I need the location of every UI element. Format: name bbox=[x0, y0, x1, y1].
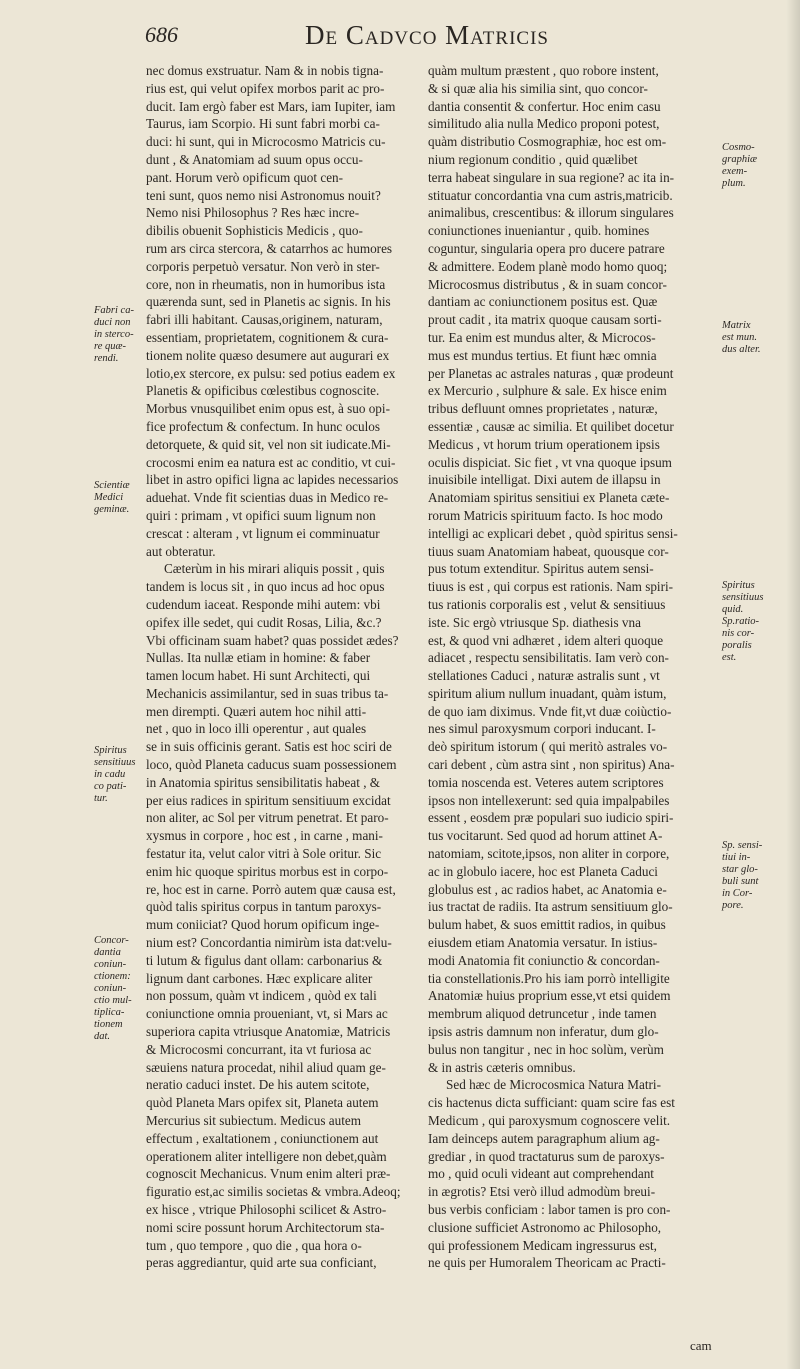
text-line: Medicum , qui paroxysmum cognoscere velit. bbox=[428, 1113, 671, 1129]
margin-note-line: ctionem: bbox=[94, 971, 131, 982]
text-line: dantiam ac coniunctionem positus est. Quæ bbox=[428, 294, 658, 310]
text-line: adiacet , respectu sensibilitatis. Iam verò con- bbox=[428, 650, 669, 666]
text-line: Anatomiæ huius proprium esse,vt etsi quidem bbox=[428, 988, 671, 1004]
text-line: bus verbis conficiam : labor tamen is pro con- bbox=[428, 1202, 671, 1217]
margin-note-line: Fabri ca- bbox=[94, 305, 134, 316]
margin-note-line: est mun. bbox=[722, 332, 757, 343]
text-line: ti lutum & figulus dant ollam: carbonarius & bbox=[146, 952, 383, 968]
text-line: tus rationis corporalis est , velut & sensitiuus bbox=[428, 596, 666, 612]
text-line: Anatomiam spiritus sensitiui ex Planeta cæte- bbox=[428, 490, 670, 506]
text-line: grediar , in quod tractaturus sum de paroxys- bbox=[428, 1148, 665, 1164]
margin-note-right-2 bbox=[722, 320, 792, 356]
text-column-right bbox=[428, 62, 711, 1352]
text-line: tum , quo tempore , quo die , qua hora o- bbox=[146, 1237, 362, 1253]
text-line: natomiam, scitote,ipsos, non aliter in corpore, bbox=[428, 846, 670, 862]
text-line: Vbi officinam suam habet? quas possidet ædes? bbox=[146, 632, 399, 648]
text-line: quàm distributio Cosmographiæ, hoc est om- bbox=[428, 134, 667, 150]
margin-note-line: exem- bbox=[722, 166, 748, 177]
text-line: stellationes Caduci , naturæ astralis sunt , vt bbox=[428, 668, 660, 684]
margin-note-line: re quæ- bbox=[94, 341, 126, 352]
text-line: tomia noscenda est. Veteres autem scriptores bbox=[428, 774, 664, 790]
text-line: detorquete, & quid sit, vel non sit iudicate.Mi- bbox=[146, 436, 391, 452]
text-line: Nemo nisi Philosophus ? Res hæc incre- bbox=[146, 205, 360, 221]
margin-note-line: Matrix bbox=[722, 320, 751, 331]
page-header bbox=[145, 20, 765, 60]
margin-note-line: dat. bbox=[94, 1031, 111, 1042]
text-line: clusione sufficiet Astronomo ac Philosopho, bbox=[428, 1219, 662, 1235]
text-line: bulus non tangitur , nec in hoc solùm, verùm bbox=[428, 1041, 664, 1057]
text-line: neratio caduci instet. De his autem scitote, bbox=[146, 1077, 370, 1093]
margin-note-line: co pati- bbox=[94, 781, 127, 792]
margin-note-line: in cadu bbox=[94, 769, 126, 780]
text-line: fice profectum & confectum. In hunc oculos bbox=[146, 418, 380, 434]
text-line: pus totum extenditur. Spiritus autem sensi- bbox=[428, 561, 654, 577]
text-line: tribus defluunt omnes proprietates , naturæ, bbox=[428, 401, 658, 417]
text-line: loco, quòd Planeta caducus suam possessionem bbox=[146, 757, 397, 773]
margin-note-right-4 bbox=[722, 840, 792, 912]
margin-note-line: nis cor- bbox=[722, 628, 755, 639]
margin-note-line: buli sunt bbox=[722, 876, 759, 887]
text-line: Microcosmus distributus , & in suam concor- bbox=[428, 276, 667, 292]
margin-note-line: est. bbox=[722, 652, 737, 663]
text-line: ipsos non intellexerunt: sed quia impalpabiles bbox=[428, 792, 670, 808]
text-line: cari debent , cùm astra sint , non spiritus) Ana- bbox=[428, 757, 675, 773]
text-line: & admittere. Eodem planè modo homo quoq; bbox=[428, 258, 668, 274]
text-line: Nullas. Ita nullæ etiam in homine: & faber bbox=[146, 650, 371, 666]
margin-note-line: Cosmo- bbox=[722, 142, 755, 153]
text-line: quòd talis spiritus corpus in tantum paroxys- bbox=[146, 899, 382, 915]
text-line: intelligi ac explicari debet , quòd spiritus sensi- bbox=[428, 525, 678, 541]
text-line: ius tractat de radiis. Ita astrum sensitiuum glo- bbox=[428, 899, 673, 915]
text-line: ipsis astris damnum non inferatur, dum glo- bbox=[428, 1024, 659, 1040]
text-line: rorum Matricis spirituum facto. Is hoc modo bbox=[428, 507, 663, 523]
text-line: ducit. Iam ergò faber est Mars, iam Iupiter, iam bbox=[146, 98, 396, 114]
text-line: superiora capita vtriusque Anatomiæ, Matricis bbox=[146, 1024, 391, 1040]
page-gutter-shadow bbox=[786, 0, 800, 1369]
text-line: oculis dispiciat. Sic fiet , vt vna quoque ipsum bbox=[428, 454, 672, 470]
text-line: eiusdem etiam Anatomia versatur. In istius- bbox=[428, 935, 658, 951]
text-line: per Planetas ac astrales naturas , quæ prodeunt bbox=[428, 365, 674, 381]
text-line: men dirempti. Quæri autem hoc nihil atti- bbox=[146, 703, 367, 719]
text-line: opifex ille sedet, qui cudit Rosas, Lilia, &c.? bbox=[146, 614, 382, 630]
text-line: dunt , & Anatomiam ad suum opus occu- bbox=[146, 151, 363, 167]
text-line: mum coniiciat? Quod horum opificum inge- bbox=[146, 917, 380, 933]
text-line: Morbus vnusquilibet enim opus est, à suo opi- bbox=[146, 401, 390, 417]
margin-note-line: tionem bbox=[94, 1019, 123, 1030]
text-line: duci: hi sunt, qui in Microcosmo Matricis cu- bbox=[146, 134, 386, 150]
text-line: tiuus is est , qui corpus est rationis. Nam spiri- bbox=[428, 579, 674, 595]
text-line: crocosmi enim ea natura est ac conditio, vt cui- bbox=[146, 454, 396, 470]
text-line: fabri illi habitant. Causas,originem, naturam, bbox=[146, 312, 383, 328]
text-line: core, non in rheumatis, non in humoribus ista bbox=[146, 276, 386, 292]
text-line: tus vocitarunt. Sed quod ad horum attinet A- bbox=[428, 828, 663, 844]
text-line: Taurus, iam Scorpio. Hi sunt fabri morbi ca- bbox=[146, 116, 380, 132]
text-line: iste. Sic ergò vtriusque Sp. diathesis vna bbox=[428, 614, 641, 630]
text-line: inuisibile intelligat. Dixi autem de illapsu in bbox=[428, 472, 661, 488]
text-line: nium regionum conditio , quid quælibet bbox=[428, 151, 638, 167]
margin-note-line: quid. bbox=[722, 604, 744, 615]
text-line: similitudo alia nulla Medico proponi potest, bbox=[428, 116, 660, 132]
text-line: operationem aliter intelligere non debet,quàm bbox=[146, 1148, 387, 1164]
text-line: Cæterùm in his mirari aliquis possit , quis bbox=[164, 561, 385, 577]
text-line: dibilis obuenit Sophisticis Medicis , quo- bbox=[146, 223, 363, 239]
margin-note-left-1 bbox=[94, 305, 144, 365]
text-line: ex Mercurio , sulphure & sale. Ex hisce enim bbox=[428, 383, 667, 399]
text-line: Mechanicis assimilantur, sed in suas tribus ta- bbox=[146, 685, 389, 701]
text-line: cis hactenus dicta sufficiant: quam scire fas est bbox=[428, 1095, 675, 1111]
margin-note-line: Spiritus bbox=[94, 745, 127, 756]
text-line: effectum , exaltationem , coniunctionem aut bbox=[146, 1130, 379, 1146]
text-line: per eius radices in spiritum sensitiuum excidat bbox=[146, 792, 391, 808]
margin-note-line: plum. bbox=[722, 178, 746, 189]
text-line: mus est mundus tertius. Et fiunt hæc omnia bbox=[428, 347, 657, 363]
text-line: quærenda sunt, sed in Planetis ac signis. In his bbox=[146, 294, 391, 310]
text-line: Planetis & opificibus cœlestibus cognoscite. bbox=[146, 383, 380, 399]
text-line: non aliter, ac Sol per vitrum penetrat. Et paro- bbox=[146, 810, 389, 826]
text-line: tiuus suam Anatomiam habeat, quousque cor- bbox=[428, 543, 669, 559]
text-line: globulus est , ac radios habet, ac Anatomia e- bbox=[428, 881, 667, 897]
text-line: essentiæ , causæ ac similia. Et quilibet docetur bbox=[428, 418, 674, 434]
margin-note-line: pore. bbox=[722, 900, 744, 911]
text-line: crescat : alteram , vt lignum ei comminuatur bbox=[146, 525, 380, 541]
margin-note-line: coniun- bbox=[94, 983, 127, 994]
text-line: nes simul paroxysmum corpori inducant. I- bbox=[428, 721, 656, 737]
text-line: bulum habet, & suos emittit radios, in quibus bbox=[428, 917, 666, 933]
margin-note-right-1 bbox=[722, 142, 792, 190]
text-line: teni sunt, quos nemo nisi Astronomus nouit? bbox=[146, 187, 381, 203]
text-line: & in astris cæteris omnibus. bbox=[428, 1059, 576, 1075]
margin-note-line: rendi. bbox=[94, 353, 119, 364]
text-line: net , quo in loco illi operentur , aut quales bbox=[146, 721, 367, 737]
text-line: nium est? Concordantia nimirùm ista dat:velu- bbox=[146, 935, 392, 951]
margin-note-line: Medici bbox=[94, 492, 124, 503]
margin-note-line: Spiritus bbox=[722, 580, 755, 591]
margin-note-line: duci non bbox=[94, 317, 131, 328]
margin-note-left-2 bbox=[94, 480, 144, 516]
margin-note-line: tur. bbox=[94, 793, 108, 804]
margin-note-line: in sterco- bbox=[94, 329, 134, 340]
text-line: rius est, qui velut opifex morbos parit ac pro- bbox=[146, 80, 385, 96]
text-line: sæuiens natura procedat, nihil aliud quam ge- bbox=[146, 1059, 386, 1075]
running-title: De Cadvco Matricis bbox=[305, 20, 549, 50]
text-line: cudendum iaceat. Responde mihi autem: vbi bbox=[146, 596, 381, 612]
text-line: terra habeat singulare in sua regione? ac ita in- bbox=[428, 169, 675, 185]
text-line: de quo iam diximus. Vnde fit,vt duæ coiùctio- bbox=[428, 703, 672, 719]
text-line: non possum, quàm vt indicem , quòd ex tali bbox=[146, 988, 377, 1004]
text-line: aduehat. Vnde fit scientias duas in Medico re- bbox=[146, 490, 389, 506]
text-line: tionem nolite quæso desumere aut augurari ex bbox=[146, 347, 390, 363]
margin-note-line: Concor- bbox=[94, 935, 129, 946]
text-column-left bbox=[146, 62, 418, 1352]
text-line: essent , eosdem præ populari suo iudicio spiri- bbox=[428, 810, 674, 826]
text-line: nomi scire possunt horum Architectorum sta- bbox=[146, 1219, 385, 1235]
text-line: & Microcosmi concurrant, ita vt furiosa ac bbox=[146, 1041, 372, 1057]
margin-note-line: poralis bbox=[722, 640, 752, 651]
margin-note-line: in Cor- bbox=[722, 888, 753, 899]
text-line: spiritum alium nullum inuadant, quàm istum, bbox=[428, 685, 667, 701]
text-line: enim hic quoque spiritus morbus est in corpo- bbox=[146, 863, 389, 879]
text-line: membrum aliquod detruncetur , inde tamen bbox=[428, 1006, 657, 1022]
text-line: tamen locum habet. Hi sunt Architecti, qui bbox=[146, 668, 371, 684]
text-line: Mercurius sit subiectum. Medicus autem bbox=[146, 1113, 361, 1129]
text-line: qui professionem Medicam ingressurus est, bbox=[428, 1237, 657, 1253]
text-line: ex hisce , vtrique Philosophi scilicet & Astro- bbox=[146, 1202, 387, 1217]
page-number: 686 bbox=[145, 22, 178, 47]
text-line: tandem is locus sit , in quo incus ad hoc opus bbox=[146, 579, 385, 595]
text-line: deò spiritum istorum ( qui meritò astrales vo- bbox=[428, 739, 668, 755]
margin-note-line: dantia bbox=[94, 947, 121, 958]
text-line: ne quis per Humoralem Theoricam ac Practi- bbox=[428, 1255, 666, 1271]
margin-note-line: graphiæ bbox=[722, 154, 758, 165]
text-line: & si quæ alia his similia sint, quo concor- bbox=[428, 80, 648, 96]
text-line: re, hoc est in carne. Porrò autem quæ causa est, bbox=[146, 881, 396, 897]
margin-note-line: coniun- bbox=[94, 959, 127, 970]
text-line: quòd Planeta Mars opifex sit, Planeta autem bbox=[146, 1095, 379, 1111]
text-line: essentiam, proprietatem, cognitionem & cura- bbox=[146, 329, 389, 345]
text-line: tia constellationis.Pro his iam porrò intelligite bbox=[428, 970, 670, 986]
margin-note-line: geminæ. bbox=[94, 504, 130, 515]
text-line: quiri : primam , vt opifici suum lignum non bbox=[146, 507, 376, 523]
text-line: modi Anatomia fit coniunctio & concordan- bbox=[428, 952, 660, 968]
margin-note-line: Sp.ratio- bbox=[722, 616, 760, 627]
text-line: figuratio est,ac similis societas & vmbra.Adeoq; bbox=[146, 1184, 401, 1200]
margin-note-left-4 bbox=[94, 935, 144, 1043]
margin-note-right-3 bbox=[722, 580, 792, 664]
text-line: animalibus, crescentibus: & illorum singulares bbox=[428, 205, 674, 221]
text-line: lignum dant carbones. Hæc explicare aliter bbox=[146, 970, 373, 986]
margin-note-line: star glo- bbox=[722, 864, 758, 875]
margin-note-line: sensitiuus bbox=[94, 757, 136, 768]
text-line: ac in globulo iacere, hoc est Planeta Caduci bbox=[428, 863, 658, 879]
margin-note-line: Scientiæ bbox=[94, 480, 130, 491]
text-line: aut obteratur. bbox=[146, 543, 216, 559]
margin-note-line: sensitiuus bbox=[722, 592, 764, 603]
text-line: dantia consentit & confertur. Hoc enim casu bbox=[428, 98, 661, 114]
text-line: coguntur, singularia opera pro ducere patrare bbox=[428, 240, 665, 256]
text-line: xysmus in corpore , hoc est , in carne , mani- bbox=[146, 828, 383, 844]
text-line: Sed hæc de Microcosmica Natura Matri- bbox=[446, 1077, 661, 1093]
text-line: in ægrotis? Etsi verò illud admodùm breui- bbox=[428, 1184, 656, 1200]
text-line: coniunctiones inueniantur , quib. homines bbox=[428, 223, 650, 239]
text-line: Iam deinceps autem paragraphum alium ag- bbox=[428, 1130, 660, 1146]
text-line: mo , quid oculi videant aut comprehendant bbox=[428, 1166, 654, 1182]
text-line: in Anatomia spiritus sensibilitatis habeat , & bbox=[146, 774, 381, 790]
text-line: Medicus , vt horum trium operationem ipsis bbox=[428, 436, 660, 452]
margin-note-line: tiplica- bbox=[94, 1007, 125, 1018]
text-line: cognoscit Mechanicus. Vnum enim alteri præ- bbox=[146, 1166, 391, 1182]
text-line: peras aggrediantur, quid arte sua conficiant, bbox=[146, 1255, 377, 1271]
text-line: rum ars circa stercora, & catarrhos ac humores bbox=[146, 240, 393, 256]
text-line: prout cadit , ita matrix quoque causam sorti- bbox=[428, 312, 662, 328]
text-line: tur. Ea enim est mundus alter, & Microcos- bbox=[428, 329, 656, 345]
text-line: pant. Horum verò opificum quot cen- bbox=[146, 169, 344, 185]
text-line: nec domus exstruatur. Nam & in nobis tigna- bbox=[146, 63, 384, 78]
margin-note-line: ctio mul- bbox=[94, 995, 132, 1006]
margin-note-left-3 bbox=[94, 745, 144, 805]
margin-note-line: Sp. sensi- bbox=[722, 840, 763, 851]
text-line: libet in astro opifici ligna ac lapides necessarios bbox=[146, 472, 399, 488]
catchword: cam bbox=[690, 1338, 712, 1353]
text-line: quàm multum præstent , quo robore instent, bbox=[428, 63, 659, 78]
text-line: lotio,ex stercore, ex pulsu: sed potius eadem ex bbox=[146, 365, 396, 381]
margin-note-line: tiui in- bbox=[722, 852, 751, 863]
text-line: coniunctione omnia proueniant, vt, si Mars ac bbox=[146, 1006, 388, 1022]
text-line: stituatur concordantia vna cum astris,matricib. bbox=[428, 187, 673, 203]
text-line: corporis perpetuò versatur. Non verò in ster- bbox=[146, 258, 380, 274]
text-line: est, & quod vni adhæret , idem alteri quoque bbox=[428, 632, 664, 648]
margin-note-line: dus alter. bbox=[722, 344, 761, 355]
text-line: se in suis officinis gerant. Satis est hoc sciri de bbox=[146, 739, 392, 755]
text-line: festatur ita, velut calor vitri à Sole oritur. Sic bbox=[146, 846, 382, 862]
